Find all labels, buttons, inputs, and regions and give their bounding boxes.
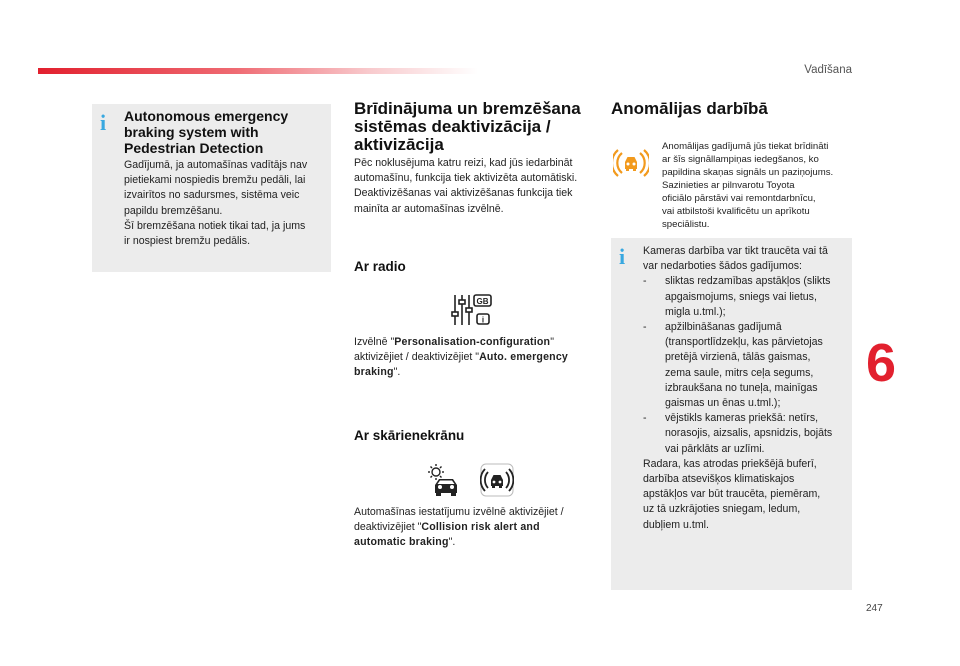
touchscreen-instructions: Automašīnas iestatījumu izvēlnē aktivizējiet / deaktivizējiet "Collision risk alert and automatic braking". (354, 506, 564, 549)
camera-box-text: Kameras darbība var tikt traucēta vai tā var nedarboties šādos gadījumos: - sliktas redzamības apstākļos (slikts apgaismojums, sniegs vai lietus, migla u.tml.); - apžilbināšanas gadījumā (transportlīdzekļu, kas pārvietojas pretējā virzienā, tālās gaismas, zema saule, mitrs ceļa segums, izbraukšana no tuneļa, mainīgas gaismas un ēnas u.tml.); - vējstikls kameras priekšā: netīrs, norasojis, aizsalis, apsnidzis, bojāts vai pārklāts ar uzlīmi. Radara, kas atrodas priekšējā buferī, darbība atsevišķos klimatiskajos apstākļos var būt traucēta, piemēram, uz tā uzkrājoties sniegam, ledum, dubļiem u.tml. (643, 244, 847, 533)
list-item: - apžilbināšanas gadījumā (transportlīdzekļu, kas pārvietojas pretējā virzienā, tālās gaismas, zema saule, mitrs ceļa segums, izbraukšana no tuneļa, mainīgas gaismas un ēnas u.tml.); (643, 321, 823, 410)
page-number: 247 (866, 603, 883, 614)
touchscreen-option-name: Collision risk alert and automatic braking (354, 521, 540, 549)
radio-menu-name: Personalisation-configuration (394, 336, 551, 348)
svg-text:i: i (481, 315, 485, 325)
radio-instructions: Izvēlnē "Personalisation-configuration" aktivizējiet / deaktivizējiet "Auto. emergency braking". (354, 336, 569, 379)
svg-text:GB: GB (476, 297, 489, 306)
header-accent-bar (38, 68, 478, 74)
vehicle-settings-icon (426, 463, 462, 497)
camera-info-box (611, 238, 852, 590)
list-item: - sliktas redzamības apstākļos (slikts apgaismojums, sniegs vai lietus, migla u.tml.); (643, 275, 831, 318)
touchscreen-heading: Ar skārienekrānu (354, 428, 465, 443)
settings-sliders-icon (450, 292, 494, 328)
aeb-info-box (92, 104, 331, 272)
deactivation-text: Pēc noklusējuma katru reizi, kad jūs iedarbināt automašīnu, funkcija tiek aktivizēta automātiski. Deaktivizēšanas vai aktivizēšanas funkcija tiek mainīta ar automašīnas izvēlnē. (354, 157, 578, 215)
collision-alert-icon (480, 463, 514, 497)
anomaly-heading: Anomālijas darbībā (611, 99, 768, 118)
chapter-title: Vadīšana (804, 64, 852, 76)
info-icon: i (618, 244, 626, 269)
info-icon: i (99, 110, 107, 135)
deactivation-heading: Brīdinājuma un bremzēšana sistēmas deaktivizācija / aktivizācija (354, 99, 581, 154)
radio-option-name: Auto. emergency braking (354, 351, 569, 379)
radio-heading: Ar radio (354, 259, 406, 274)
aeb-box-title: Autonomous emergency braking system with Pedestrian Detection (124, 108, 289, 156)
warning-lamp-icon (613, 147, 649, 179)
chapter-number: 6 (866, 333, 897, 393)
list-item: - vējstikls kameras priekšā: netīrs, norasojis, aizsalis, apsnidzis, bojāts vai pārklāts ar uzlīmi. (643, 412, 833, 455)
anomaly-text: Anomālijas gadījumā jūs tiekat brīdināti ar šīs signāllampiņas iedegšanos, ko papildina skaņas signāls un paziņojums. Sazinieties ar pilnvarotu Toyota oficiālo pārstāvi vai remontdarbnīcu, vai atbilstoši kvalificētu un aprīkotu speciālistu. (662, 141, 834, 230)
aeb-box-text: Gadījumā, ja automašīnas vadītājs nav pietiekami nospiedis bremžu pedāli, lai izvairītos no sadursmes, sistēma veic papildu bremzēšanu. Šī bremzēšana notiek tikai tad, ja jums ir nospiest bremžu pedālis. (124, 159, 308, 248)
